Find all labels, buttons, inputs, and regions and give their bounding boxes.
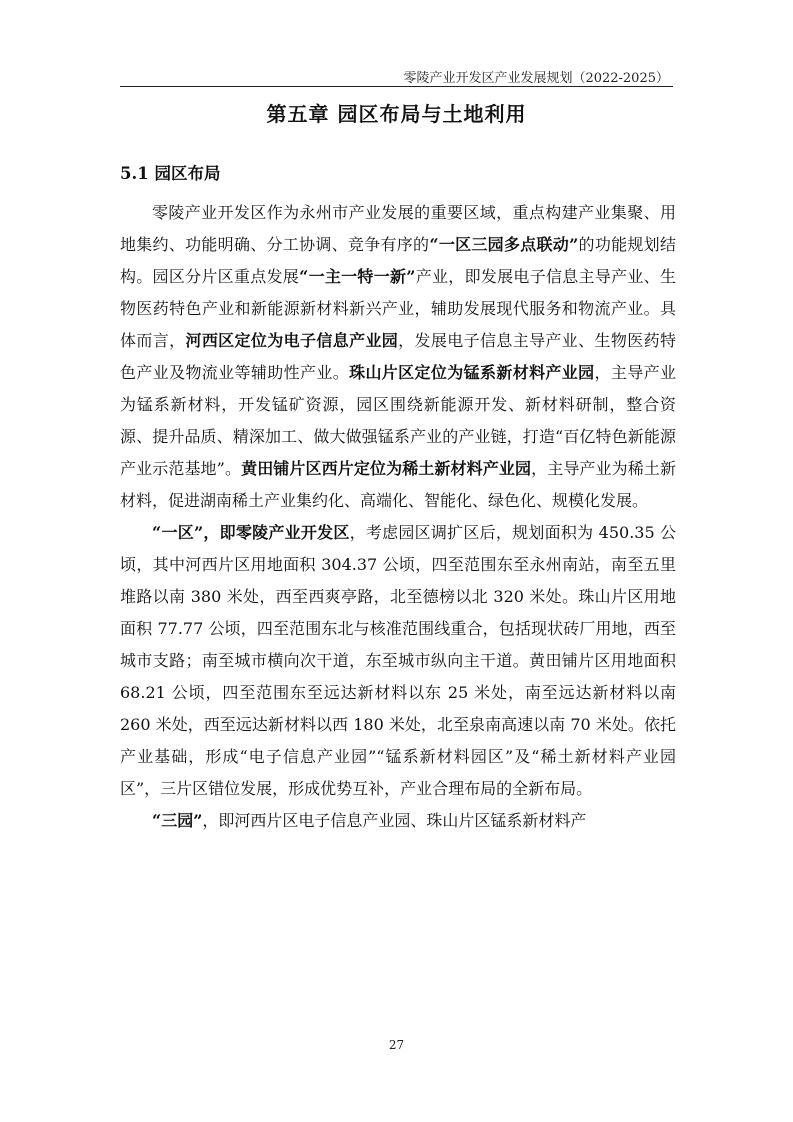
text-run: 产业，即发展电子信息主导产业、生物医药特色产业和新能源新材料新兴产业，辅助发展现代服务和物流产业。具体而言， [120,267,676,350]
running-header: 零陵产业开发区产业发展规划（2022-2025） [403,71,669,86]
text-run: ，主导产业为锰系新材料，开发锰矿资源，园区围绕新能源开发、新材料研制，整合资源、提升品质、精深加工、做大做强锰系产业的产业链，打造“百亿特色新能源产业示范基地”。 [120,363,676,478]
text-run: ，即河西片区电子信息产业园、珠山片区锰系新材料产 [202,811,587,830]
paragraph [120,805,676,837]
bold-run: “三园” [152,811,203,830]
paragraph [120,517,676,805]
header-rule [120,86,673,87]
bold-run: 河西区定位为电子信息产业园 [185,331,399,350]
body-text [120,197,676,837]
page-number: 27 [388,1038,405,1052]
chapter-title: 第五章 园区布局与土地利用 [266,102,527,126]
bold-run: “一主一特一新” [299,267,416,286]
bold-run: “一区三园多点联动” [429,235,579,254]
bold-run: 珠山片区定位为锰系新材料产业园 [349,363,595,382]
text-run: ，考虑园区调扩区后，规划面积为 450.35 公顷，其中河西片区用地面积 304.37 公顷，四至范围东至永州南站，南至五里堆路以南 380 米处，西至西爽亭路，北至德榜以北 320 米处。珠山片区用地面积 77.77 公顷，四至范围东北与核准范围线重合，包括现状砖厂用地，西至城市支路；南至城市横向次干道，东至城市纵向主干道。黄田铺片区用地面积 68.21 公顷，四至范围东至远达新材料以东 25 米处，南至远达新材料以南 260 米处，西至远达新材料以西 180 米处，北至泉南高速以南 70 米处。依托产业基础，形成“电子信息产业园”“锰系新材料园区”及“稀土新材料产业园区”，三片区错位发展，形成优势互补，产业合理布局的全新布局。 [120,523,676,798]
text-run: ，发展电子信息主导产业、生物医药特色产业及物流业等辅助性产业。 [120,331,676,382]
paragraph [120,197,676,517]
section-heading: 5.1 园区布局 [120,164,221,183]
text-run: ，主导产业为稀土新材料，促进湖南稀土产业集约化、高端化、智能化、绿色化、规模化发展。 [120,459,676,510]
text-run: 的功能规划结构。园区分片区重点发展 [120,235,676,286]
bold-run: 黄田铺片区西片定位为稀土新材料产业园 [241,459,532,478]
bold-run: “一区”，即零陵产业开发区 [152,523,350,542]
text-run: 零陵产业开发区作为永州市产业发展的重要区域，重点构建产业集聚、用地集约、功能明确、分工协调、竞争有序的 [120,203,676,254]
